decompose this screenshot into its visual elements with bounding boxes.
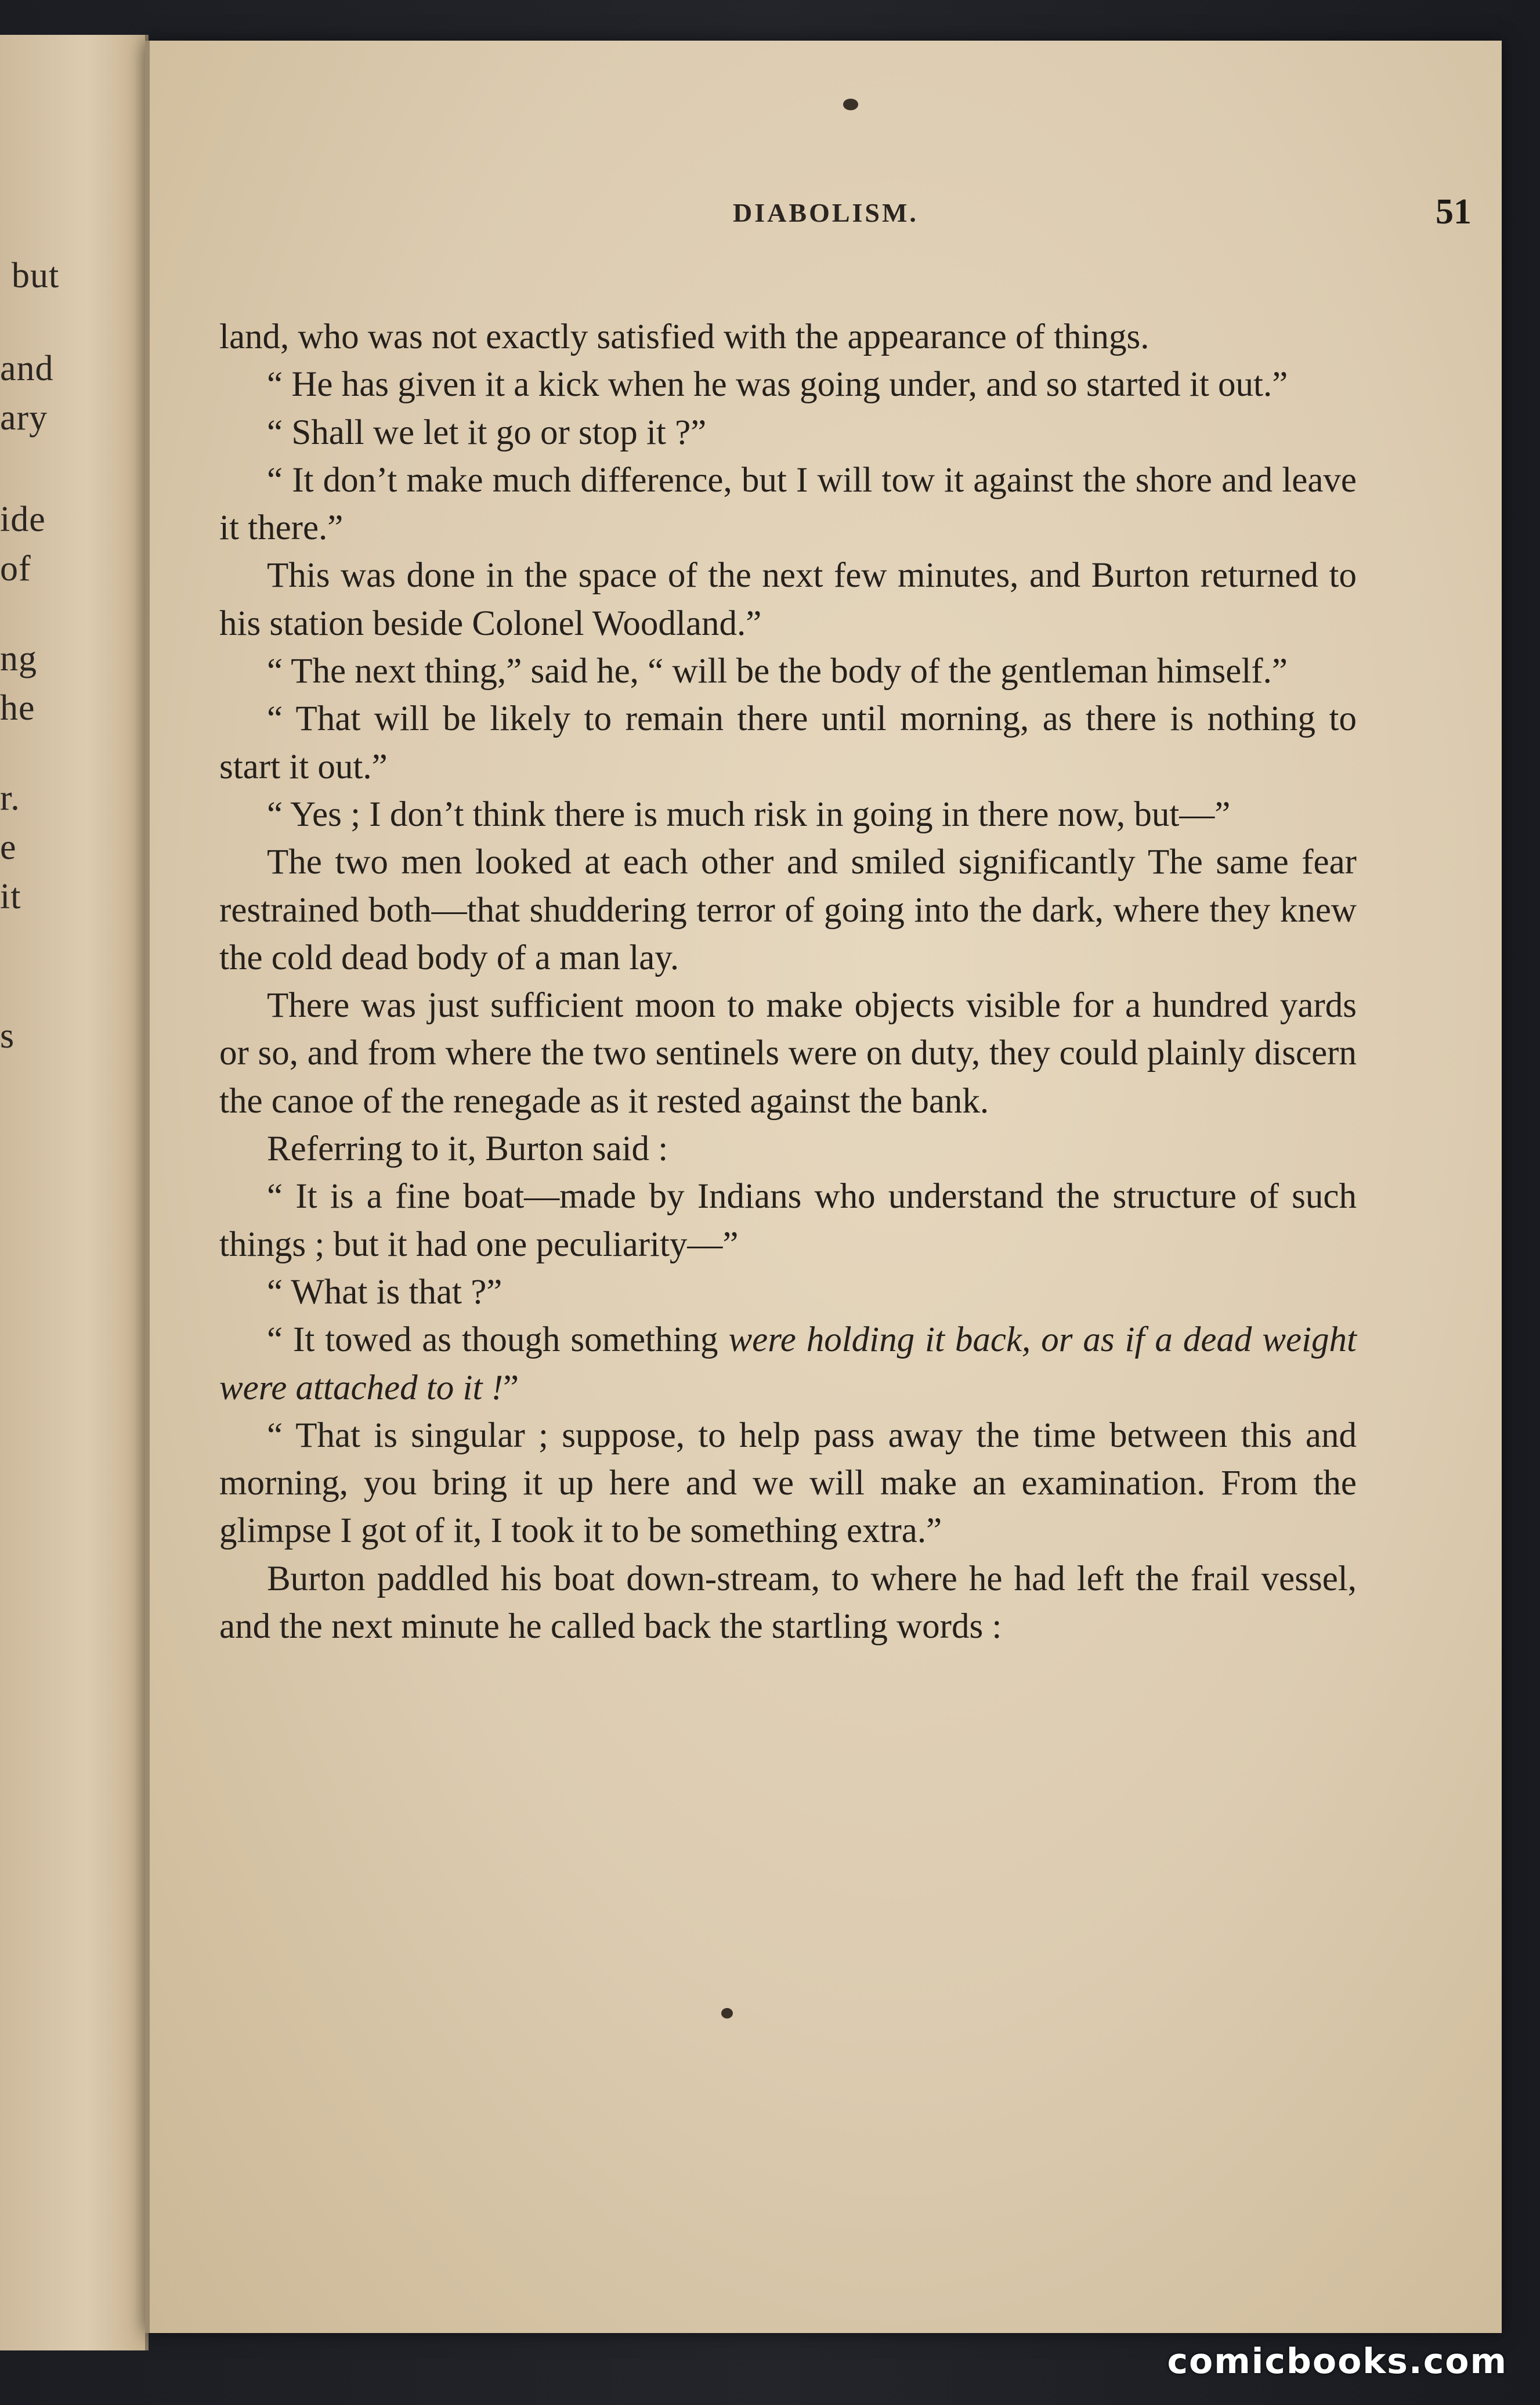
paragraph: This was done in the space of the next few minutes, and Burton returned to his station beside Colonel Woodland.” (219, 556, 1357, 643)
paragraph: “ That will be likely to remain there until morning, as there is nothing to start it out.” (219, 699, 1357, 786)
paragraph: “ The next thing,” said he, “ will be the body of the gentleman himself.” (267, 652, 1288, 691)
left-page-fragment: and (0, 349, 54, 388)
page-number: 51 (1436, 192, 1472, 232)
paragraph-text: ” (503, 1368, 519, 1407)
page-header (150, 192, 1502, 244)
left-page-fragment: ng (0, 639, 37, 678)
paragraph: The two men looked at each other and smiled significantly The same fear restrained both—that shuddering terror of going into the dark, where they knew the cold dead body of a man lay. (219, 843, 1357, 977)
watermark: comicbooks.com (1167, 2341, 1508, 2382)
italic-text: were holding it back, or as if a dead weight were attached to it ! (219, 1320, 1357, 1407)
paragraph: Burton paddled his boat down-stream, to where he had left the frail vessel, and the next minute he called back the startling words : (219, 1559, 1357, 1646)
paragraph: “ Yes ; I don’t think there is much risk in going in there now, but—” (267, 795, 1231, 834)
paragraph: “ It is a fine boat—made by Indians who understand the structure of such things ; but it had one peculiarity—” (219, 1177, 1357, 1264)
left-page-fragment: r. (0, 778, 20, 818)
paragraph (219, 1316, 1357, 1412)
ink-speck (721, 2008, 733, 2018)
running-title: DIABOLISM. (733, 198, 919, 228)
paragraph: land, who was not exactly satisfied with the appearance of things. (219, 317, 1149, 356)
left-page-fragment: it (0, 877, 21, 916)
left-page-fragment: ary (0, 398, 48, 438)
paragraph: “ Shall we let it go or stop it ?” (267, 413, 707, 452)
paragraph-text: “ It towed as though something (267, 1320, 729, 1360)
left-facing-page (0, 35, 149, 2350)
left-page-fragment: s (0, 1016, 15, 1056)
book-page (145, 41, 1502, 2333)
left-page-fragment: but (12, 256, 60, 295)
paragraph: “ He has given it a kick when he was going under, and so started it out.” (267, 365, 1288, 405)
ink-speck (843, 99, 858, 110)
left-page-fragment: of (0, 549, 31, 588)
left-page-fragment: e (0, 828, 17, 867)
paragraph: “ That is singular ; suppose, to help pass away the time between this and morning, you bring it up here and we will make an examination. From the glimpse I got of it, I took it to be something extra.” (219, 1415, 1357, 1551)
paragraph: “ It don’t make much difference, but I will tow it against the shore and leave it there.” (219, 460, 1357, 548)
body-text (219, 313, 1357, 1651)
left-page-fragment: he (0, 688, 35, 728)
left-page-fragment: ide (0, 500, 46, 539)
paragraph: There was just sufficient moon to make objects visible for a hundred yards or so, and from where the two sentinels were on duty, they could plainly discern the canoe of the renegade as it rested against the bank. (219, 986, 1357, 1121)
paragraph: “ What is that ?” (267, 1272, 503, 1312)
paragraph: Referring to it, Burton said : (267, 1129, 668, 1169)
